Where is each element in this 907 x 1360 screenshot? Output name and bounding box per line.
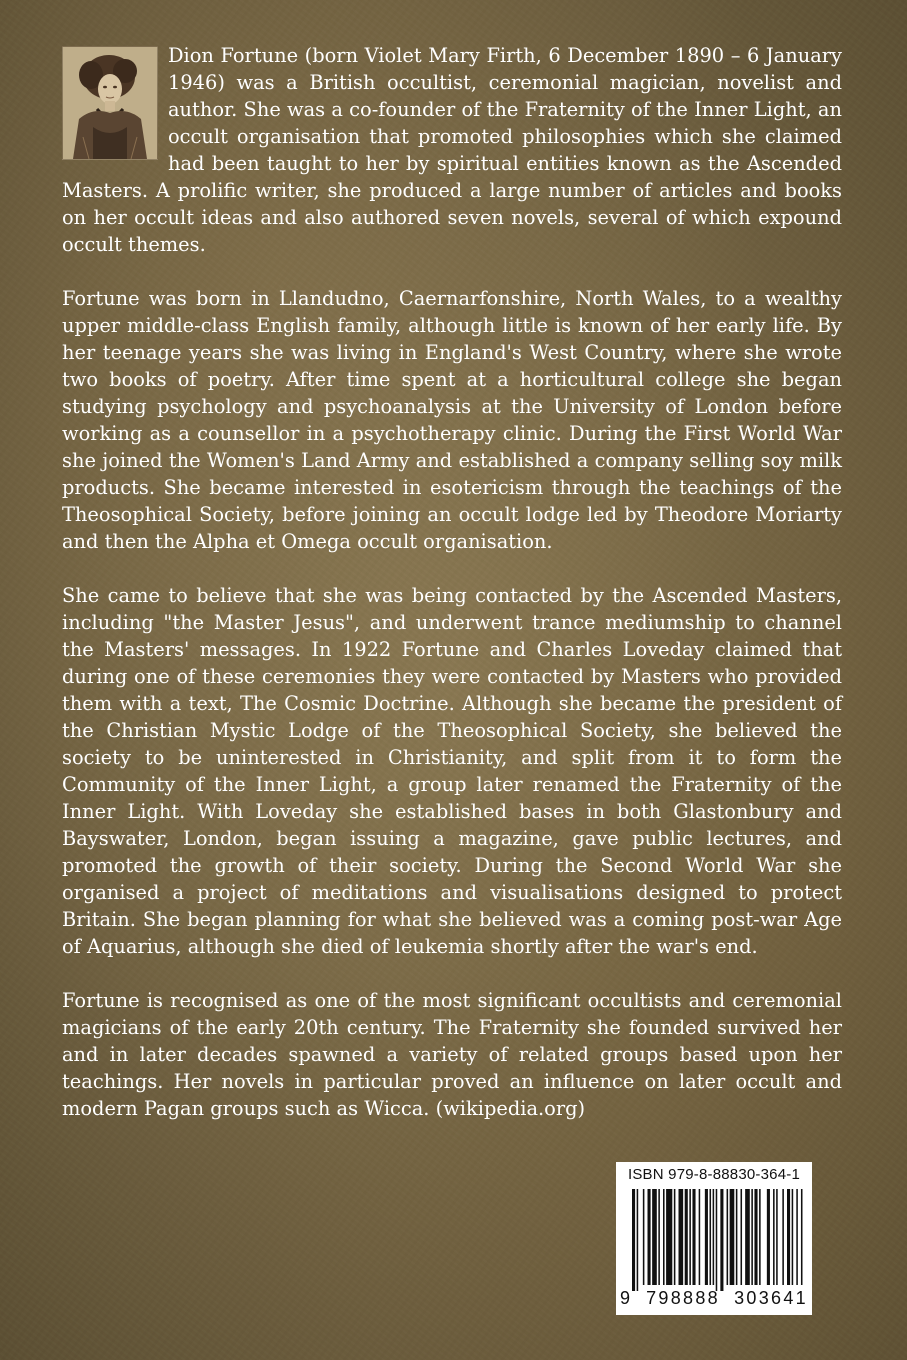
barcode-bar — [745, 1189, 750, 1285]
barcode-bar — [643, 1189, 645, 1285]
barcode-bar — [776, 1189, 778, 1285]
blurb-text-block — [62, 42, 842, 1149]
barcode-bar — [689, 1189, 691, 1285]
barcode-bar — [648, 1189, 651, 1285]
blurb-paragraph-4: Fortune is recognised as one of the most significant occultists and ceremonial magicians of the early 20th century. The Fraternity she founded survived her and in later decades spawned a variety of related groups based upon her teachings. Her novels in particular proved an influence on later occult and modern Pagan groups such as Wicca. (wikipedia.org) — [62, 989, 842, 1120]
barcode-bar — [736, 1189, 738, 1285]
barcode-bar — [796, 1189, 798, 1285]
barcode-bar — [759, 1189, 761, 1285]
barcode-bar — [787, 1189, 790, 1285]
blurb-paragraph-1: Dion Fortune (born Violet Mary Firth, 6 December 1890 – 6 January 1946) was a British occultist, ceremonial magician, novelist and author. She was a co-founder of the Fraternity of the Inner Light, an occult organisation that promoted philosophies which she claimed had been taught to her by spiritual entities known as the Ascended Masters. A prolific writer, she produced a large number of articles and books on her occult ideas and also authored seven novels, several of which expound occult themes. — [62, 44, 842, 256]
barcode-bar — [679, 1189, 684, 1285]
barcode-digits-left-group: 798888 — [646, 1288, 720, 1308]
barcode-bar — [801, 1189, 803, 1285]
barcode-bar — [663, 1189, 665, 1285]
barcode-bar — [773, 1189, 775, 1285]
isbn-label: ISBN 979-8-88830-364-1 — [627, 1166, 800, 1183]
barcode-bar — [727, 1189, 729, 1285]
barcode-bar — [637, 1189, 639, 1291]
barcode-bar — [720, 1189, 723, 1291]
barcode-bar — [767, 1189, 770, 1285]
isbn-barcode-box — [616, 1162, 812, 1315]
barcode-bar — [716, 1189, 718, 1291]
barcode-bar — [685, 1189, 688, 1285]
blurb-paragraph-2: Fortune was born in Llandudno, Caernarfonshire, North Wales, to a wealthy upper middle-class English family, although little is known of her early life. By her teenage years she was living in England's West Country, where she wrote two books of poetry. After time spent at a horticultural college she began studying psychology and psychoanalysis at the University of London before working as a counsellor in a psychotherapy clinic. During the First World War she joined the Women's Land Army and established a company selling soy milk products. She became interested in esotericism through the teachings of the Theosophical Society, before joining an occult lodge led by Theodore Moriarty and then the Alpha et Omega occult organisation. — [62, 287, 842, 553]
barcode-bar — [710, 1189, 712, 1285]
barcode-bar — [713, 1189, 715, 1285]
barcode-digits — [620, 1288, 808, 1309]
barcode-bar — [754, 1189, 757, 1285]
barcode-bar — [666, 1189, 672, 1285]
barcode-image — [630, 1189, 806, 1291]
barcode-bar — [632, 1189, 635, 1291]
barcode-bar — [782, 1189, 784, 1285]
barcode-bar — [658, 1189, 660, 1285]
barcode-bar — [652, 1189, 657, 1285]
barcode-digit-first: 9 — [620, 1288, 631, 1308]
barcode-digits-right-group: 303641 — [734, 1288, 808, 1308]
barcode-bar — [741, 1189, 743, 1285]
barcode-bar — [699, 1189, 701, 1285]
author-portrait-image — [62, 46, 158, 160]
blurb-paragraph-3: She came to believe that she was being contacted by the Ascended Masters, including "the Master Jesus", and underwent trance mediumship to channel the Masters' messages. In 1922 Fortune and Charles Loveday claimed that during one of these ceremonies they were contacted by Masters who provided them with a text, The Cosmic Doctrine. Although she became the president of the Christian Mystic Lodge of the Theosophical Society, she believed the society to be uninterested in Christianity, and split from it to form the Community of the Inner Light, a group later renamed the Fraternity of the Inner Light. With Loveday she established bases in both Glastonbury and Bayswater, London, began issuing a magazine, gave public lectures, and promoted the growth of their society. During the Second World War she organised a project of meditations and visualisations designed to protect Britain. She began planning for what she believed was a coming post-war Age of Aquarius, although she died of leukemia shortly after the war's end. — [62, 584, 842, 958]
barcode-bar — [705, 1189, 708, 1285]
barcode-bar — [751, 1189, 753, 1285]
barcode-bar — [730, 1189, 735, 1285]
barcode-bar — [674, 1189, 676, 1285]
barcode-bar — [792, 1189, 794, 1285]
barcode-bar — [692, 1189, 695, 1285]
